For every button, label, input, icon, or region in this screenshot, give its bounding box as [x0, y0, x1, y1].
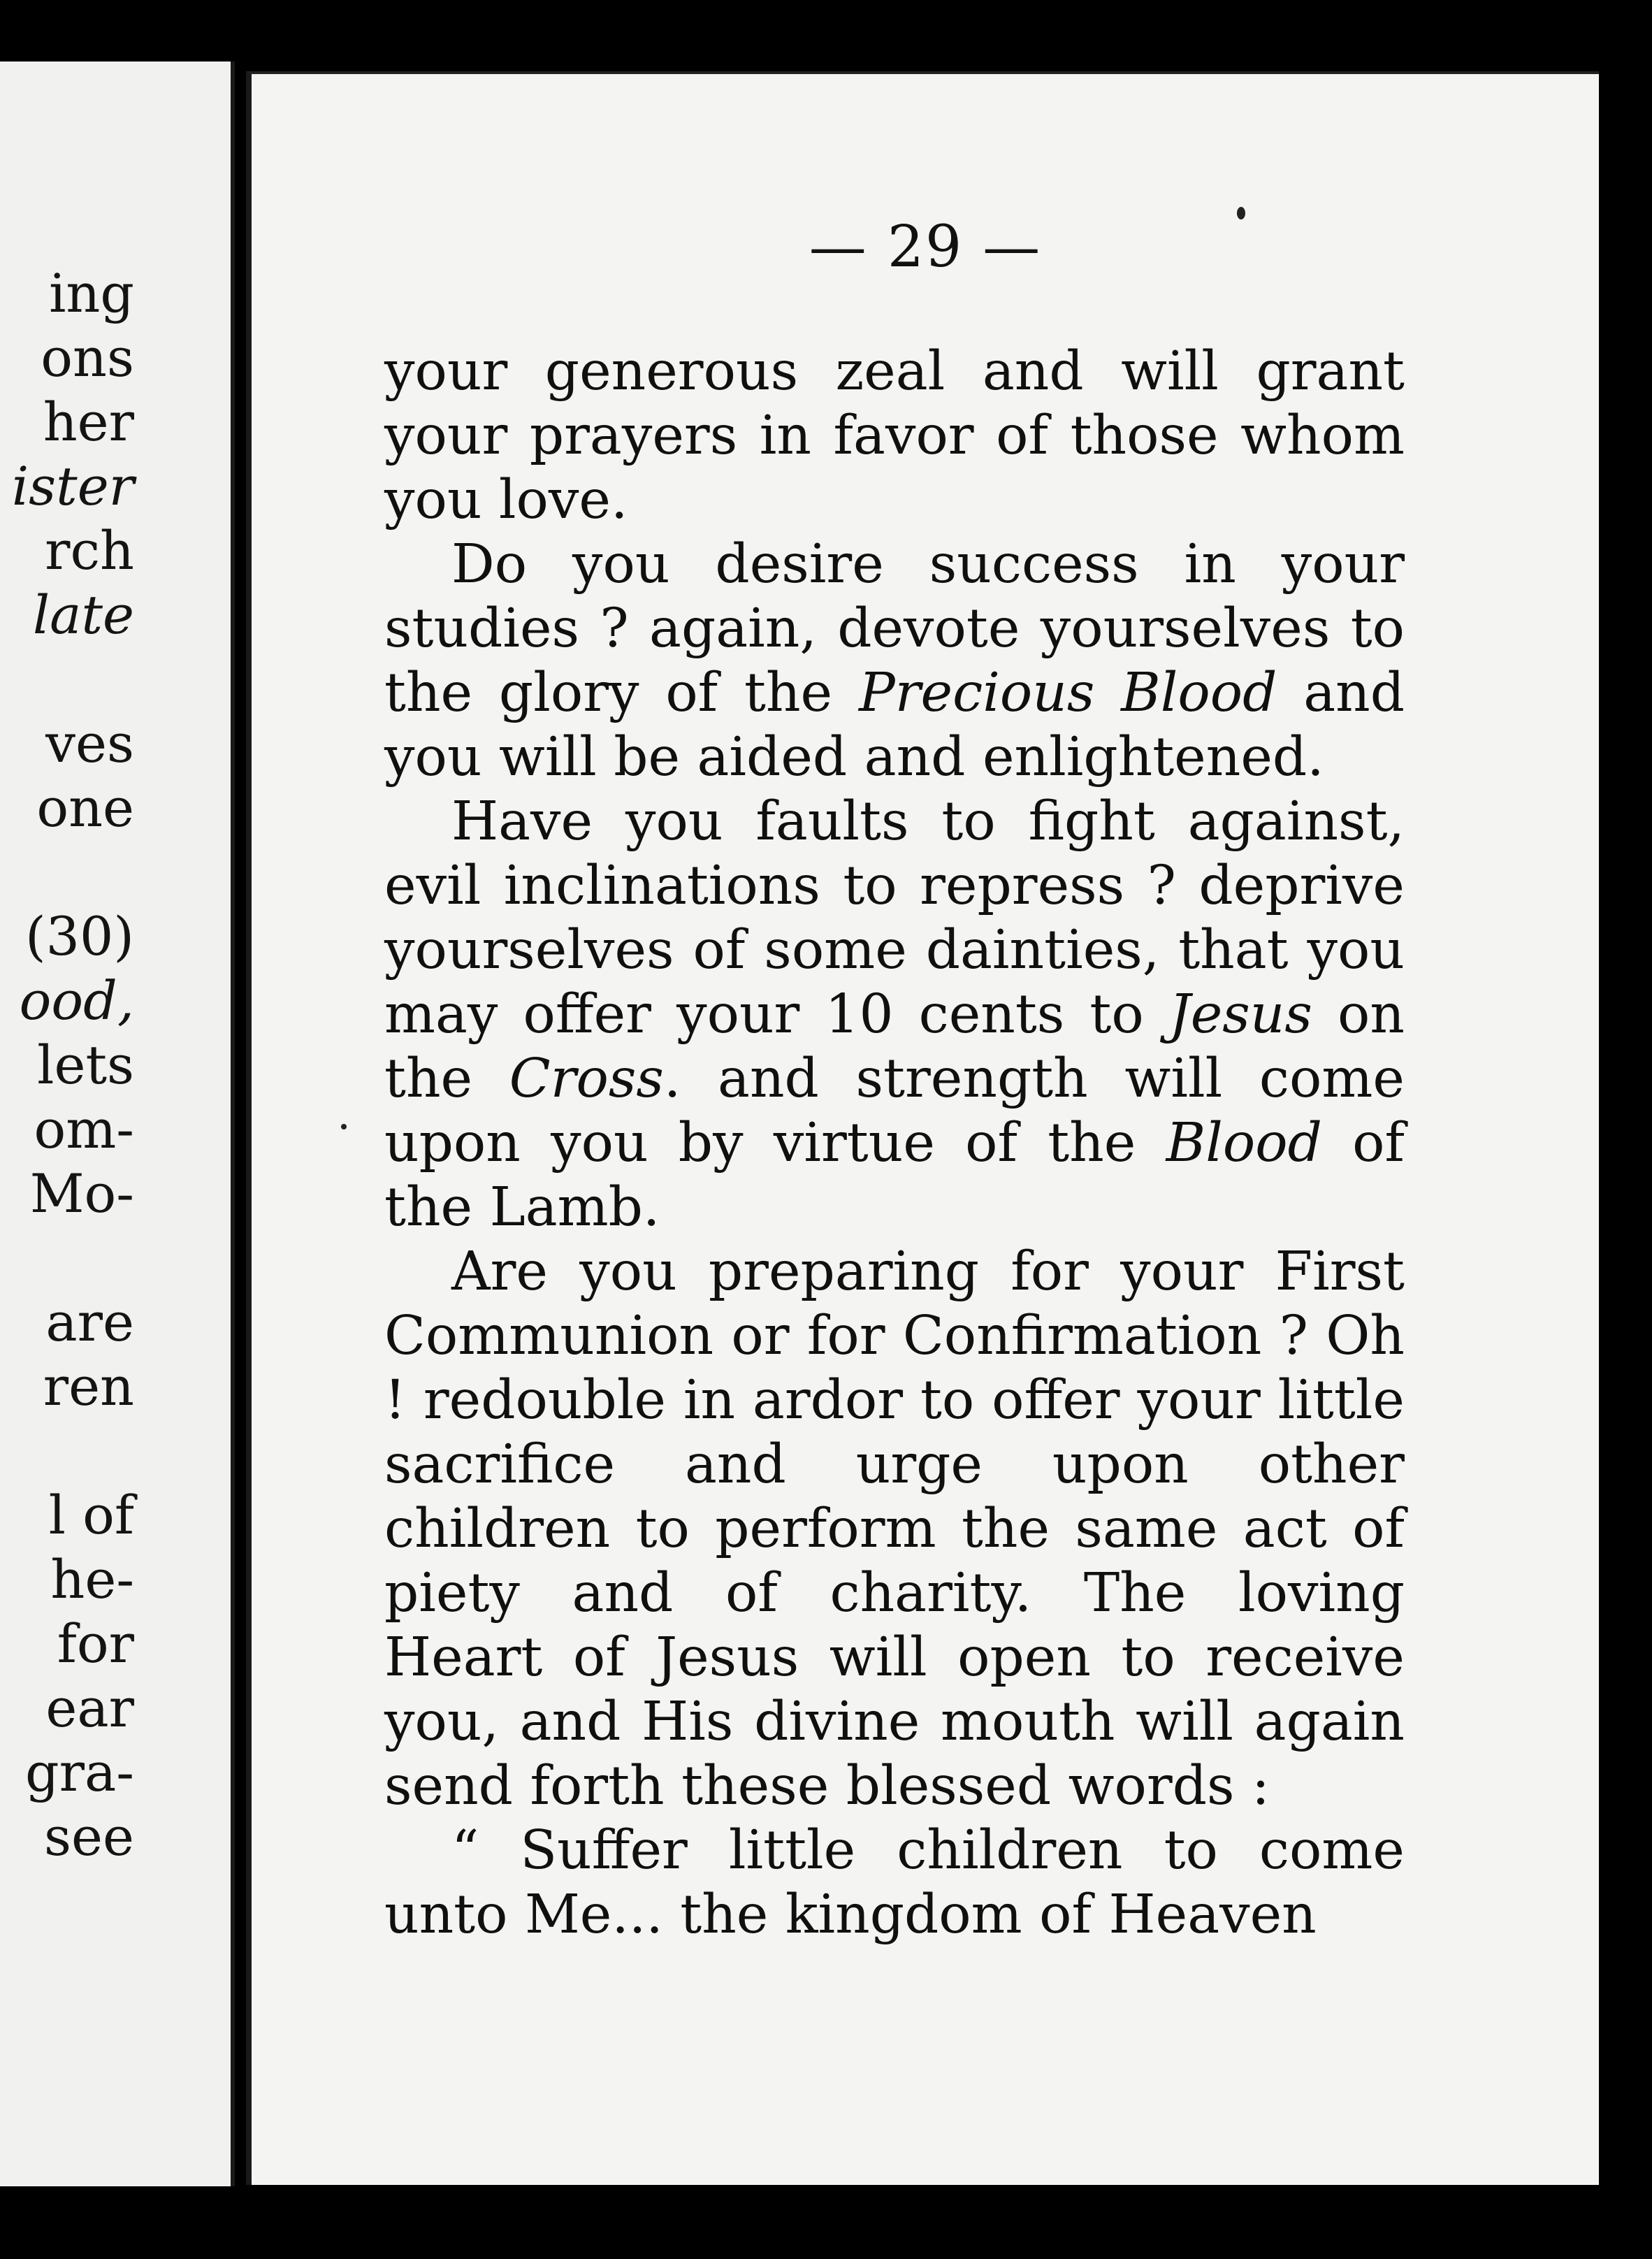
- left-page-fragment: ons: [41, 326, 134, 389]
- left-page: [0, 62, 235, 2186]
- text-run: your generous zeal and will grant your prayers in favor of those whom you love.: [384, 340, 1405, 531]
- left-page-fragment: (30): [24, 905, 134, 967]
- left-page-fragment: om-: [34, 1098, 134, 1160]
- left-page-fragment: her: [43, 391, 134, 453]
- left-page-fragment: ister: [11, 455, 134, 517]
- left-page-fragment: lets: [37, 1034, 134, 1096]
- page-body-text: [384, 340, 1405, 1947]
- paragraph: [384, 533, 1405, 790]
- left-page-fragment: ves: [45, 712, 134, 774]
- text-run: on the: [384, 983, 1405, 1110]
- left-page-fragment: ing: [49, 262, 134, 324]
- left-page-fragment: for: [57, 1612, 134, 1675]
- italic-run: Cross: [509, 1048, 664, 1110]
- italic-run: Jesus: [1168, 983, 1312, 1046]
- text-run: Are you preparing for your First Communion or for Confirmation ? Oh ! redouble in ardor to offer your little sacrifice and urge upon other children to perform the same act of piety and of charity. The loving Heart of Jesus will open to receive you, and His divine mouth will again send forth these blessed words :: [384, 1241, 1405, 1817]
- paragraph: [384, 790, 1405, 1240]
- left-page-fragment: rch: [45, 519, 134, 582]
- text-run: Do you desire success in your studies ? again, devote yourselves to the glory of the: [384, 533, 1405, 724]
- right-page: [246, 71, 1599, 2185]
- paragraph: [384, 340, 1405, 533]
- left-page-fragment: one: [36, 777, 134, 839]
- left-page-fragment: he-: [50, 1548, 134, 1610]
- italic-run: Blood: [1166, 1112, 1322, 1174]
- left-page-fragment: Mo-: [29, 1162, 134, 1225]
- paper-speck: [1237, 207, 1245, 219]
- left-page-fragment: l of: [48, 1484, 134, 1546]
- left-page-fragment: gra-: [25, 1741, 134, 1803]
- text-run: Have you faults to fight against, evil inclinations to repress ? deprive yourselves of some dainties, that you may offer your 10 cents to: [384, 791, 1405, 1046]
- left-page-fragment: are: [45, 1291, 134, 1353]
- left-page-fragment: ear: [45, 1677, 134, 1739]
- text-run: of the Lamb.: [384, 1112, 1405, 1239]
- paper-speck: [341, 1124, 347, 1130]
- left-page-fragment: see: [44, 1805, 134, 1868]
- text-run: . and strength will come upon you by virtue of the: [384, 1048, 1405, 1174]
- text-run: and you will be aided and enlightened.: [384, 662, 1405, 788]
- left-page-fragment: ren: [43, 1355, 134, 1417]
- text-run: “ Suffer little children to come unto Me... the kingdom of Heaven: [384, 1819, 1405, 1946]
- paragraph: [384, 1240, 1405, 1819]
- page-number: — 29 —: [809, 214, 1042, 280]
- left-page-fragment: late: [32, 584, 134, 646]
- paragraph: [384, 1819, 1405, 1947]
- italic-run: Precious Blood: [858, 662, 1277, 724]
- left-page-fragment: ood,: [19, 969, 134, 1032]
